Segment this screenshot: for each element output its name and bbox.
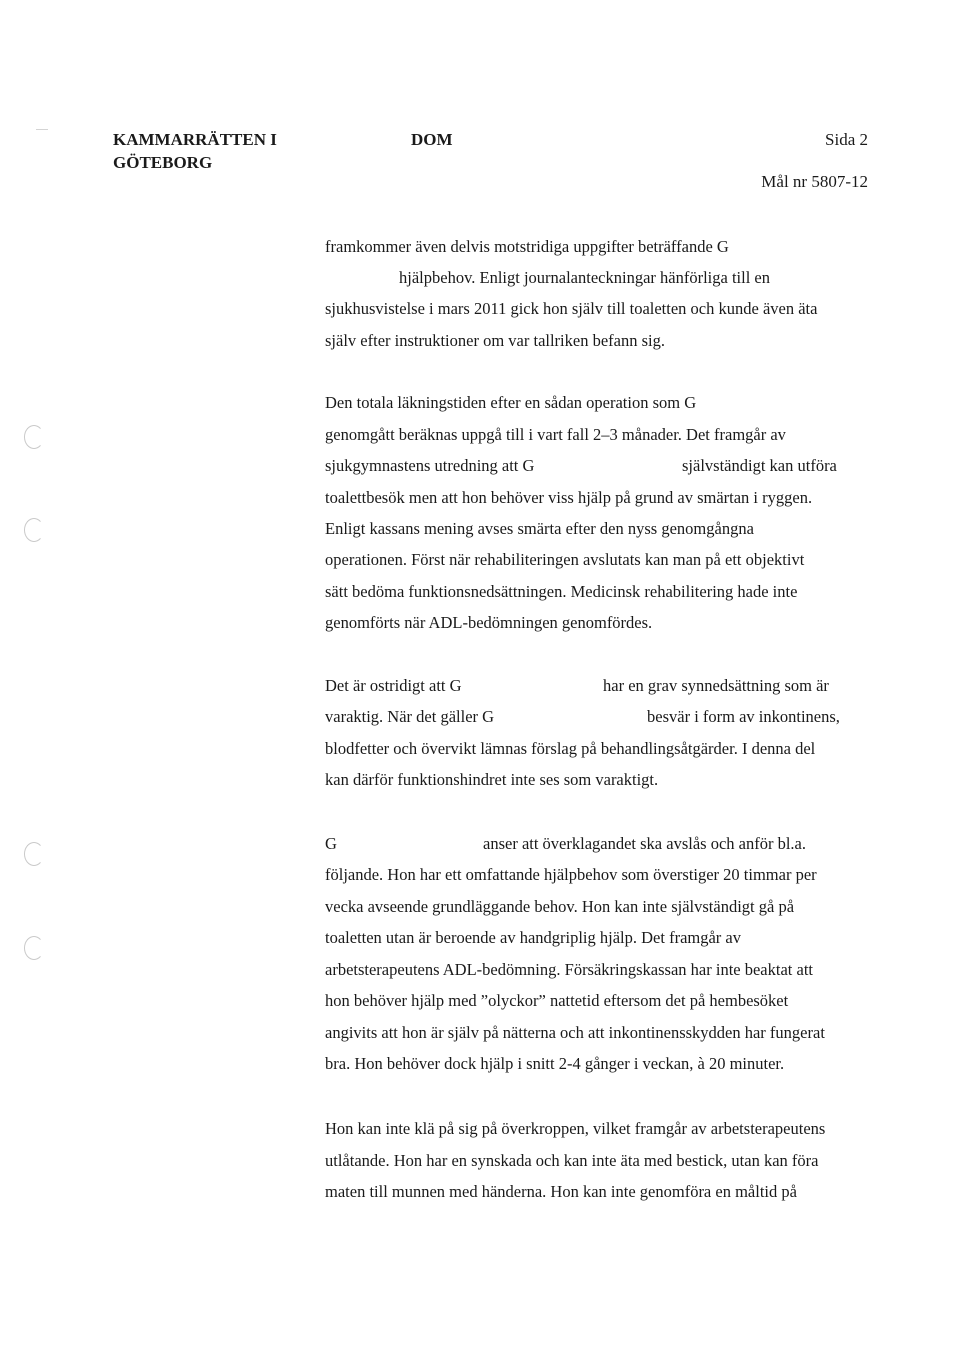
scan-speck <box>36 129 48 130</box>
punch-hole-mark <box>24 518 44 542</box>
body-line: bra. Hon behöver dock hjälp i snitt 2-4 gånger i veckan, à 20 minuter. <box>325 1054 785 1073</box>
body-line: Den totala läkningstiden efter en sådan operation som G <box>325 393 697 412</box>
body-line: anser att överklagandet ska avslås och anför bl.a. <box>483 834 806 853</box>
body-line: Hon kan inte klä på sig på överkroppen, vilket framgår av arbetsterapeutens <box>325 1119 826 1138</box>
body-line: hon behöver hjälp med ”olyckor” nattetid eftersom det på hembesöket <box>325 991 789 1010</box>
court-name-line-2: GÖTEBORG <box>113 153 213 172</box>
body-line: följande. Hon har ett omfattande hjälpbehov som överstiger 20 timmar per <box>325 865 817 884</box>
body-line: genomförts när ADL-bedömningen genomfördes. <box>325 613 653 632</box>
body-line: framkommer även delvis motstridiga uppgifter beträffande G <box>325 237 729 256</box>
body-line: G <box>325 834 337 853</box>
body-line: Enligt kassans mening avses smärta efter den nyss genomgångna <box>325 519 754 538</box>
body-line: maten till munnen med händerna. Hon kan inte genomföra en måltid på <box>325 1182 797 1201</box>
body-line: själv efter instruktioner om var tallriken befann sig. <box>325 331 665 350</box>
body-line: kan därför funktionshindret inte ses som varaktigt. <box>325 770 659 789</box>
body-line: utlåtande. Hon har en synskada och kan inte äta med bestick, utan kan föra <box>325 1151 819 1170</box>
body-line: varaktig. När det gäller G <box>325 707 495 726</box>
punch-hole-mark <box>24 425 44 449</box>
case-number: Mål nr 5807-12 <box>761 172 868 191</box>
body-line: självständigt kan utföra <box>682 456 837 475</box>
body-line: toalettbesök men att hon behöver viss hjälp på grund av smärtan i ryggen. <box>325 488 813 507</box>
body-line: sätt bedöma funktionsnedsättningen. Medicinsk rehabilitering hade inte <box>325 582 798 601</box>
document-type: DOM <box>411 130 453 149</box>
body-line: toaletten utan är beroende av handgriplig hjälp. Det framgår av <box>325 928 741 947</box>
page-number: Sida 2 <box>825 130 868 149</box>
body-line: sjukgymnastens utredning att G <box>325 456 535 475</box>
body-line: operationen. Först när rehabiliteringen avslutats kan man på ett objektivt <box>325 550 805 569</box>
court-name <box>113 128 277 174</box>
punch-hole-mark <box>24 842 44 866</box>
body-line: har en grav synnedsättning som är <box>603 676 829 695</box>
punch-hole-mark <box>24 936 44 960</box>
body-line: Det är ostridigt att G <box>325 676 462 695</box>
body-line: sjukhusvistelse i mars 2011 gick hon själv till toaletten och kunde även äta <box>325 299 818 318</box>
body-line: besvär i form av inkontinens, <box>647 707 840 726</box>
body-line: hjälpbehov. Enligt journalanteckningar hänförliga till en <box>399 268 770 287</box>
court-name-line-1: KAMMARRÄTTEN I <box>113 130 277 149</box>
body-line: arbetsterapeutens ADL-bedömning. Försäkringskassan har inte beaktat att <box>325 960 813 979</box>
body-line: vecka avseende grundläggande behov. Hon kan inte självständigt gå på <box>325 897 795 916</box>
body-line: blodfetter och övervikt lämnas förslag på behandlingsåtgärder. I denna del <box>325 739 816 758</box>
body-line: angivits att hon är själv på nätterna och att inkontinensskydden har fungerat <box>325 1023 825 1042</box>
body-line: genomgått beräknas uppgå till i vart fall 2–3 månader. Det framgår av <box>325 425 786 444</box>
